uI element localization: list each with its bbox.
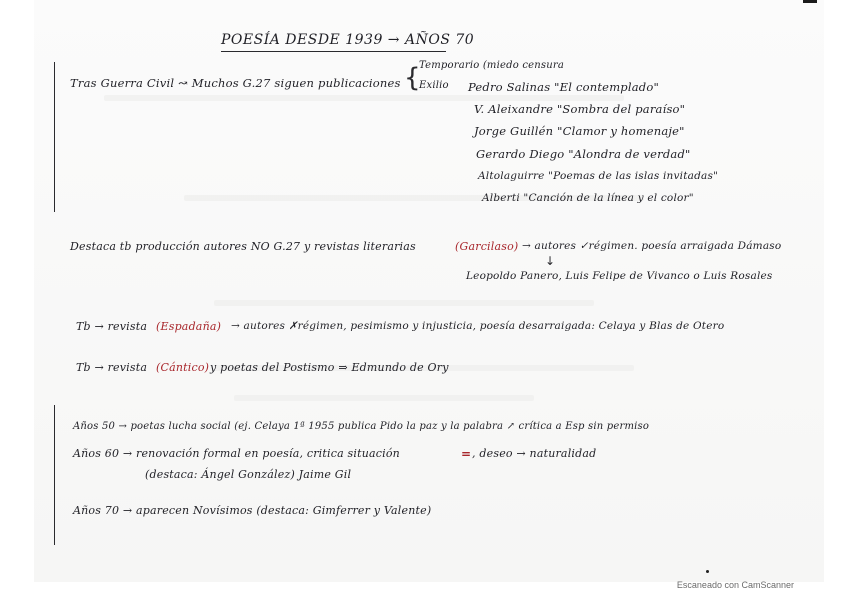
author-item: V. Aleixandre "Sombra del paraíso" (474, 102, 686, 116)
branch-exilio: Exilio (419, 80, 449, 91)
author-item: Gerardo Diego "Alondra de verdad" (476, 147, 691, 161)
scanner-watermark: Escaneado con CamScanner (676, 580, 794, 590)
bleed-through-5 (234, 395, 534, 401)
years-60-line: Años 60 → renovación formal en poesía, critica situación (73, 447, 400, 460)
non-27-authors-line: Destaca tb producción autores NO G.27 y revistas literarias (70, 240, 416, 253)
years-70-line: Años 70 → aparecen Novísimos (destaca: Gimferrer y Valente) (73, 504, 432, 517)
espadana-line: → autores ✗régimen, pesimismo y injusticia, poesía desarraigada: Celaya y Blas de Otero (231, 320, 725, 332)
branch-temporario: Temporario (miedo censura (419, 60, 565, 71)
years-50-line: Años 50 → poetas lucha social (ej. Celaya 1ª 1955 publica Pido la paz y la palabra ↗ crítica a Esp sin permiso (73, 421, 650, 432)
margin-line-1 (54, 62, 55, 212)
espadana-magazine: (Espadaña) (156, 320, 222, 333)
garcilaso-magazine: (Garcilaso) (455, 240, 519, 253)
author-item: Altolaguirre "Poemas de las islas invitadas" (478, 170, 719, 182)
cantico-line: y poetas del Postismo ⇒ Edmundo de Ory (210, 361, 449, 374)
page-title: POESÍA DESDE 1939 → AÑOS 70 (221, 32, 475, 48)
years-60-destaca: (destaca: Ángel González) Jaime Gil (145, 468, 352, 481)
down-arrow-icon: ↓ (545, 254, 556, 268)
cantico-pre: Tb → revista (76, 361, 148, 374)
author-item: Pedro Salinas "El contemplado" (468, 80, 659, 94)
espadana-pre: Tb → revista (76, 320, 148, 333)
bleed-through-3 (214, 300, 594, 306)
title-underline (221, 51, 446, 52)
scan-corner-mark (803, 0, 817, 3)
margin-line-2 (54, 405, 55, 545)
brace-icon: { (404, 63, 421, 93)
years-60-line-end: , deseo → naturalidad (472, 447, 597, 460)
regime-authors-line: → autores ✓régimen. poesía arraigada Dámaso (522, 240, 782, 252)
author-item: Jorge Guillén "Clamor y homenaje" (474, 124, 685, 138)
ink-dot (706, 570, 709, 573)
years-60-equal: = (461, 447, 472, 461)
author-item: Alberti "Canción de la línea y el color" (482, 192, 694, 204)
civil-war-intro: Tras Guerra Civil ↝ Muchos G.27 siguen publicaciones (70, 76, 401, 90)
cantico-magazine: (Cántico) (156, 361, 210, 374)
bleed-through-1 (104, 95, 624, 101)
garcilaso-authors: Leopoldo Panero, Luis Felipe de Vivanco o Luis Rosales (466, 270, 773, 282)
